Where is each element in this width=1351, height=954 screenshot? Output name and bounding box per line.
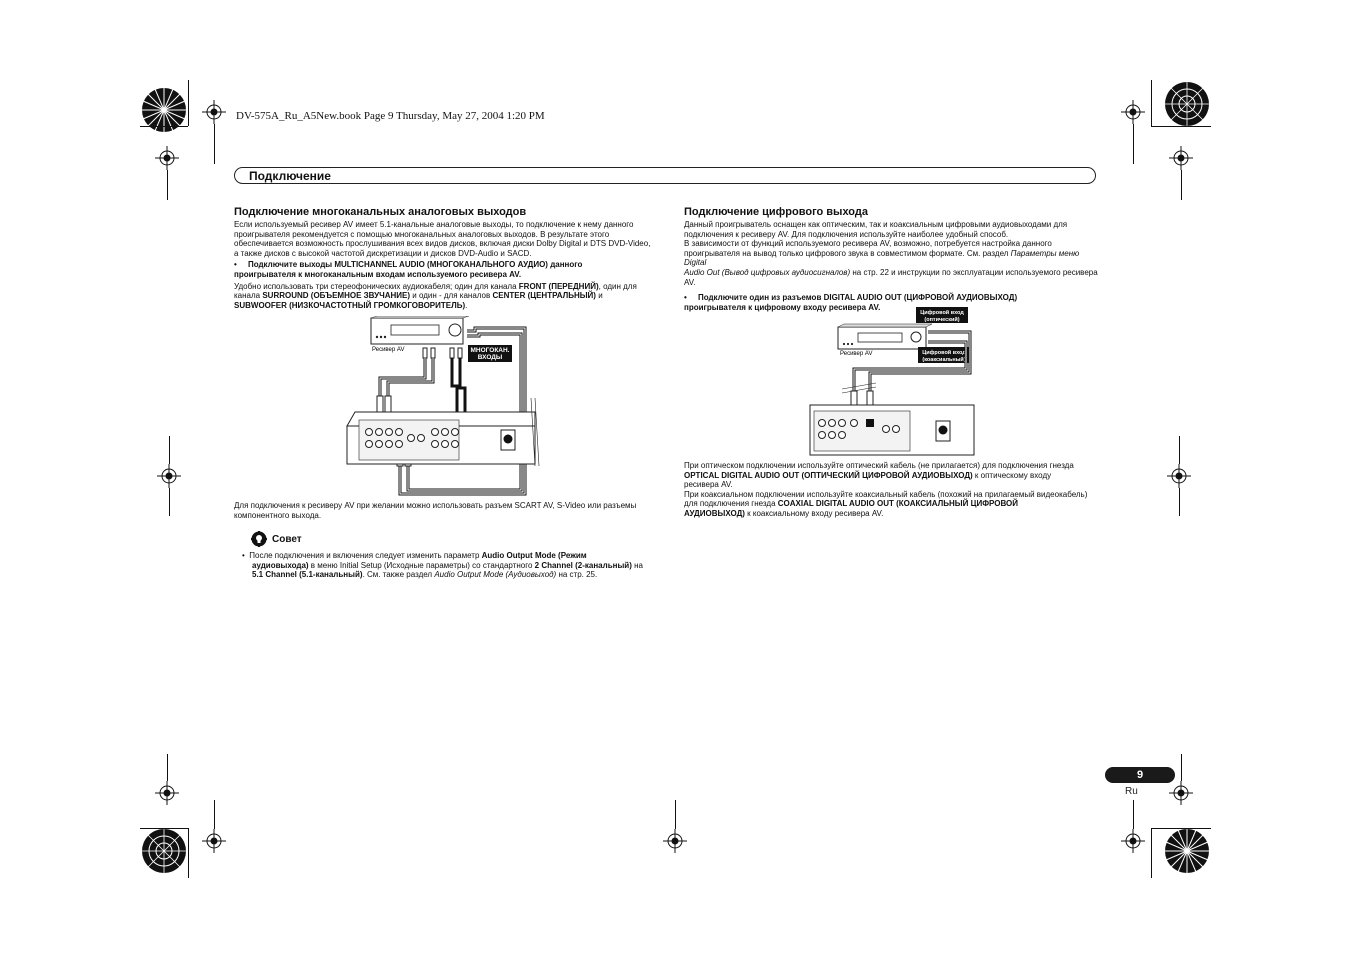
crosshair-mark — [1121, 100, 1145, 124]
digital-diagram-svg — [806, 307, 986, 459]
text-run: SUBWOOFER (НИЗКОЧАСТОТНЫЙ ГРОМКОГОВОРИТЕЛЬ) — [234, 300, 466, 310]
coaxial-input-label: Цифровой вход — [922, 350, 966, 356]
tip-body — [242, 551, 654, 580]
text-line: Для подключения к ресиверу AV при желании можно использовать разъем SCART AV, S-Video или разъемы — [234, 501, 637, 510]
text-run: аудиовыхода) — [252, 560, 309, 570]
crosshair-mark — [155, 781, 179, 805]
text-line: проигрывателя рекомендуется с помощью многоканальных аналоговых выходов. В результате этого — [234, 229, 610, 239]
text-run: к коаксиальному входу ресивера AV. — [744, 508, 884, 518]
bullet: • — [684, 293, 687, 303]
section-header-bar — [234, 167, 1096, 184]
text-line: а также дисков с высокой частотой дискретизации и дисков DVD-Audio и SACD. — [234, 248, 532, 258]
multichannel-diagram-svg — [345, 316, 545, 502]
crosshair-mark — [202, 100, 226, 124]
multichannel-connection-diagram — [345, 316, 545, 507]
text-run: FRONT (ПЕРЕДНИЙ) — [518, 281, 599, 291]
receiver-label: Ресивер AV — [372, 347, 405, 353]
text-line: AV. — [684, 277, 696, 287]
multichannel-inputs-label: ВХОДЫ — [477, 354, 503, 361]
text-run: проигрывателя на вывод только цифрового звука в совместимом формате. См. раздел — [684, 248, 1011, 258]
multichannel-inputs-label: МНОГОКАН. — [470, 347, 510, 354]
optical-input-label: (оптический) — [924, 317, 960, 323]
crosshair-mark — [1121, 829, 1145, 853]
text-run: CENTER (ЦЕНТРАЛЬНЫЙ) — [492, 291, 596, 301]
right-after-diagram — [684, 461, 1099, 519]
page-number-badge: 9 — [1105, 767, 1175, 783]
text-run: , один для — [598, 281, 637, 291]
crosshair-mark — [155, 146, 179, 170]
registration-starburst-top-right — [1163, 80, 1211, 128]
left-heading: Подключение многоканальных аналоговых выходов — [234, 206, 527, 218]
text-run: . См. также раздел — [362, 570, 435, 580]
bullet: • — [242, 551, 245, 560]
text-run: на — [631, 560, 643, 570]
crosshair-mark — [1169, 781, 1193, 805]
text-run: и один - для каналов — [410, 291, 493, 301]
text-run: SURROUND (ОБЪЕМНОЕ ЗВУЧАНИЕ) — [262, 291, 411, 301]
coaxial-input-label: (коаксиальный) — [922, 357, 966, 363]
registration-starburst-bottom-right — [1163, 827, 1211, 875]
text-run: к оптическому входу — [972, 470, 1052, 480]
text-run: в меню Initial Setup (Исходные параметры) со стандартного — [308, 560, 535, 570]
tip-title: Совет — [272, 534, 302, 545]
text-run: COAXIAL DIGITAL AUDIO OUT (КОАКСИАЛЬНЫЙ ЦИФРОВОЙ — [777, 499, 1019, 509]
section-title: Подключение — [249, 169, 331, 183]
text-line: подключения к ресиверу AV. Для подключения используйте наиболее удобный способ. — [684, 229, 1009, 239]
text-run: канала — [234, 291, 263, 301]
step-line: проигрывателя к цифровому входу ресивера AV. — [684, 302, 881, 312]
digital-connection-diagram — [806, 307, 986, 464]
text-run: и — [595, 291, 603, 301]
right-heading: Подключение цифрового выхода — [684, 206, 868, 218]
text-run: 2 Channel (2-канальный) — [534, 560, 632, 570]
right-intro — [684, 220, 1099, 287]
left-step — [234, 260, 654, 279]
left-intro — [234, 220, 654, 258]
left-after-diagram — [234, 501, 654, 520]
text-run: для подключения гнезда — [684, 499, 778, 509]
text-line: обеспечивается возможность прослушивания всех видов дисков, включая диски Dolby Digital и DTS DVD-Video, — [234, 239, 651, 249]
crosshair-mark — [202, 829, 226, 853]
registration-starburst-bottom-left — [140, 827, 188, 875]
text-line: При оптическом подключении используйте оптический кабель (не прилагается) для подключения гнезда — [684, 461, 1074, 470]
bullet: • — [234, 260, 237, 270]
text-line: компонентного выхода. — [234, 510, 322, 520]
text-run: Параметры меню Digital — [684, 248, 1080, 268]
text-line: ресивера AV. — [684, 480, 733, 490]
text-run: на стр. 22 и инструкции по эксплуатации используемого ресивера — [850, 267, 1098, 277]
text-run: Удобно использовать три стереофонических аудиокабеля; один для канала — [234, 281, 519, 291]
left-detail — [234, 282, 654, 311]
crosshair-mark — [663, 829, 687, 853]
book-info-line: DV-575A_Ru_A5New.book Page 9 Thursday, May 27, 2004 1:20 PM — [236, 110, 545, 122]
crosshair-mark — [1167, 464, 1191, 488]
text-line: При коаксиальном подключении используйте коаксиальный кабель (похожий на прилагаемый видеокабель) — [684, 489, 1088, 499]
text-run: АУДИОВЫХОД) — [684, 508, 745, 518]
text-run: . — [465, 300, 468, 310]
text-line: Данный проигрыватель оснащен как оптическим, так и коаксиальным цифровыми аудиовыходами для — [684, 220, 1068, 229]
text-line: В зависимости от функций используемого ресивера AV, возможно, потребуется настройка данного — [684, 239, 1052, 249]
text-run: Audio Output Mode (Режим — [481, 551, 587, 560]
step-line: проигрывателя к многоканальным входам используемого ресивера AV. — [234, 269, 522, 279]
text-run: 5.1 Channel (5.1-канальный) — [252, 570, 363, 580]
text-run: Audio Output Mode (Аудиовыход) — [434, 570, 557, 580]
crosshair-mark — [157, 464, 181, 488]
text-run: Audio Out (Вывод цифровых аудиосигналов) — [684, 267, 851, 277]
receiver-label: Ресивер AV — [840, 351, 873, 357]
optical-input-label: Цифровой вход — [920, 310, 964, 316]
page-language: Ru — [1125, 786, 1138, 797]
lightbulb-gear-icon — [251, 531, 267, 547]
right-column — [684, 206, 1099, 312]
step-line: Подключите выходы MULTICHANNEL AUDIO (МНОГОКАНАЛЬНОГО АУДИО) данного — [247, 260, 583, 270]
crosshair-mark — [1169, 146, 1193, 170]
text-line: Если используемый ресивер AV имеет 5.1-канальные аналоговые выходы, то подключение к нему данного — [234, 220, 634, 229]
text-run: на стр. 25. — [556, 570, 598, 580]
left-column — [234, 206, 654, 310]
step-line: Подключите один из разъемов DIGITAL AUDIO OUT (ЦИФРОВОЙ АУДИОВЫХОД) — [697, 293, 1018, 303]
text-run: После подключения и включения следует изменить параметр — [249, 551, 482, 560]
text-run: OPTICAL DIGITAL AUDIO OUT (ОПТИЧЕСКИЙ ЦИФРОВОЙ АУДИОВЫХОД) — [684, 470, 973, 480]
